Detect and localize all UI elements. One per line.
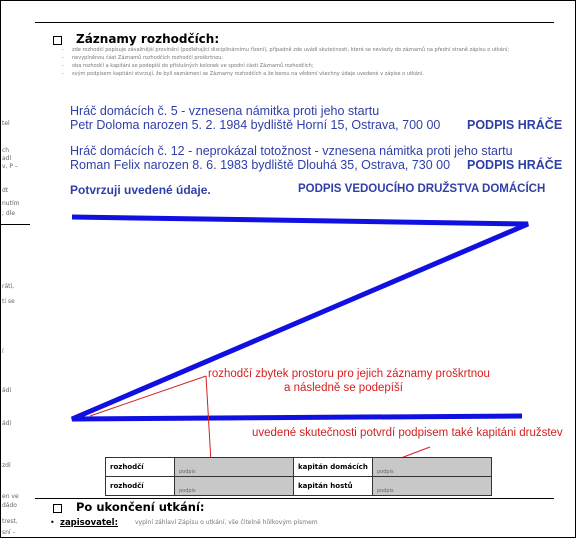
section-title-records: Záznamy rozhodčích: (76, 32, 220, 46)
annotation-note1-line2: a následně se podepíší (284, 382, 403, 394)
entry1-signature: PODPIS HRÁČE (467, 118, 563, 132)
left-fragment: en ve (2, 493, 19, 500)
annotation-note1-line1: rozhodčí zbytek prostoru pro jejich záznamy proškrtnou (208, 368, 490, 380)
instruction-item: - svým podpisem kapitáni stvrzují, že byli seznámeni se Záznamy rozhodčích a že berou na vědomí všechny údaje uvedené v zápise o utkání. (62, 70, 562, 78)
left-fragment: adl (2, 155, 12, 162)
section-title-after-match: Po ukončení utkání: (76, 500, 205, 514)
instruction-item: - zde rozhodčí popisuje závažnější provinění (podléhající disciplinárnímu řízení), případně zde uvádí skutečnosti, které se nevlezly do záznamů na přední straně zápisu o utkání; (62, 46, 562, 54)
left-fragment: trest, (2, 518, 18, 525)
left-fragment: nutím (2, 200, 20, 207)
signature-field-referee[interactable]: podpis (175, 477, 294, 496)
bottom-rule (35, 498, 554, 499)
left-fragment: rátí, (2, 283, 15, 290)
signature-field-away-captain[interactable]: podpis (373, 477, 492, 496)
instruction-item: - oba rozhodčí a kapitáni se podepíší do příslušných kolonek ve spodní části Záznamů rozhodčích; (62, 62, 562, 70)
left-fragment: ti se (2, 298, 15, 305)
entry2-line2: Roman Felix narozen 8. 6. 1983 bydliště Dlouhá 35, Ostrava, 730 00 (70, 158, 451, 172)
left-fragment: dádo (2, 502, 17, 509)
label-away-captain: kapitán hostů (294, 477, 373, 496)
left-fragment: ch (2, 147, 10, 154)
left-fragment: dt (2, 187, 9, 194)
entry1-line1: Hráč domácích č. 5 - vznesena námitka proti jeho startu (70, 104, 380, 118)
left-fragment: í (2, 348, 4, 355)
left-fragment: zdí (2, 462, 11, 469)
signature-row (106, 458, 492, 477)
label-home-captain: kapitán domácích (294, 458, 373, 477)
recorder-label: zapisovatel: (60, 518, 118, 528)
instruction-item: - nevyplněnou část Záznamů rozhodčích rozhodčí proškrtnou; (62, 54, 562, 62)
bullet-icon: • (50, 518, 55, 527)
entry2-line1: Hráč domácích č. 12 - neprokázal totožnost - vznesena námitka proti jeho startu (70, 144, 513, 158)
signature-field-referee[interactable]: podpis (175, 458, 294, 477)
annotation-note2: uvedené skutečnosti potvrdí podpisem také kapitáni družstev (252, 427, 563, 439)
pointer-line (90, 376, 206, 416)
recorder-text: vyplní záhlaví Zápisu o utkání, vše čitelně hůlkovým písmem (135, 519, 318, 526)
label-referee: rozhodčí (106, 477, 175, 496)
label-referee: rozhodčí (106, 458, 175, 477)
left-fragment: ádí (2, 420, 12, 427)
left-fragment: ádí (2, 387, 12, 394)
confirm-text: Potvrzuji uvedené údaje. (70, 183, 211, 197)
left-fragment: tel (2, 120, 10, 127)
left-fragment: ; dle (2, 210, 16, 217)
signature-table (105, 457, 492, 496)
entry2-signature: PODPIS HRÁČE (467, 158, 563, 172)
signature-field-home-captain[interactable]: podpis (373, 458, 492, 477)
entry1-line2: Petr Doloma narozen 5. 2. 1984 bydliště Horní 15, Ostrava, 700 00 (70, 118, 441, 132)
signature-row (106, 477, 492, 496)
left-fragment: v, P – (2, 163, 18, 170)
checkbox-icon (53, 504, 62, 513)
left-fragment: sní – (2, 529, 16, 536)
confirm-signature: PODPIS VEDOUCÍHO DRUŽSTVA DOMÁCÍCH (298, 183, 546, 195)
